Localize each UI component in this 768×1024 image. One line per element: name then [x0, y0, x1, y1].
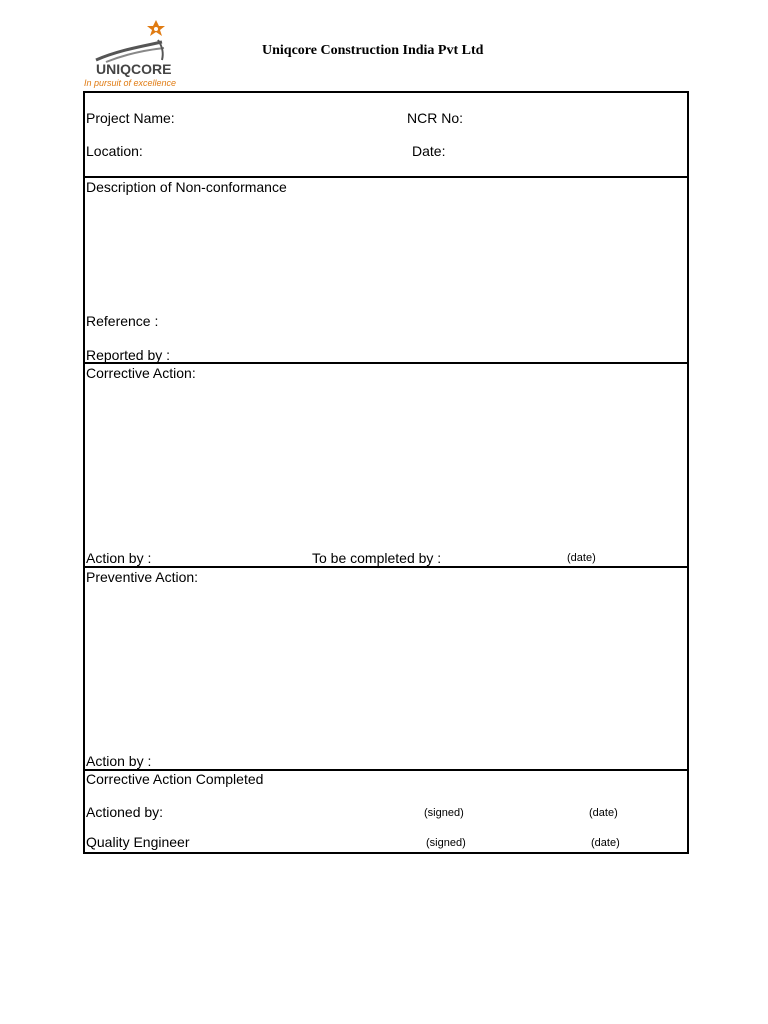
qe-signed-note: (signed)	[426, 837, 466, 849]
reported-by-label: Reported by :	[86, 347, 171, 363]
actioned-signed-note: (signed)	[424, 807, 464, 819]
actioned-by-label: Actioned by:	[86, 804, 164, 820]
company-logo	[84, 16, 184, 88]
preventive-action-title: Preventive Action:	[86, 569, 199, 585]
corrective-action-title: Corrective Action:	[86, 365, 196, 381]
qe-date-note: (date)	[591, 837, 620, 849]
company-title: Uniqcore Construction India Pvt Ltd	[262, 43, 484, 58]
ncr-no-label: NCR No:	[407, 110, 464, 126]
logo-tagline: In pursuit of excellence	[84, 78, 177, 88]
divider-1	[83, 176, 687, 178]
logo-name: UNIQCORE	[96, 61, 172, 77]
logo-emblem-icon	[84, 16, 174, 66]
corrective-action-by-label: Action by :	[86, 550, 152, 566]
date-label: Date:	[412, 143, 446, 159]
reference-label: Reference :	[86, 313, 159, 329]
nonconformance-title: Description of Non-conformance	[86, 179, 287, 195]
completion-date-note: (date)	[567, 552, 596, 564]
action-completed-title: Corrective Action Completed	[86, 771, 264, 787]
preventive-action-by-label: Action by :	[86, 753, 152, 769]
to-be-completed-by-label: To be completed by :	[312, 550, 442, 566]
project-name-label: Project Name:	[86, 110, 175, 126]
quality-engineer-label: Quality Engineer	[86, 834, 190, 850]
form-border	[83, 91, 689, 854]
location-label: Location:	[86, 143, 143, 159]
actioned-date-note: (date)	[589, 807, 618, 819]
divider-2	[83, 362, 687, 364]
divider-3	[83, 566, 687, 568]
